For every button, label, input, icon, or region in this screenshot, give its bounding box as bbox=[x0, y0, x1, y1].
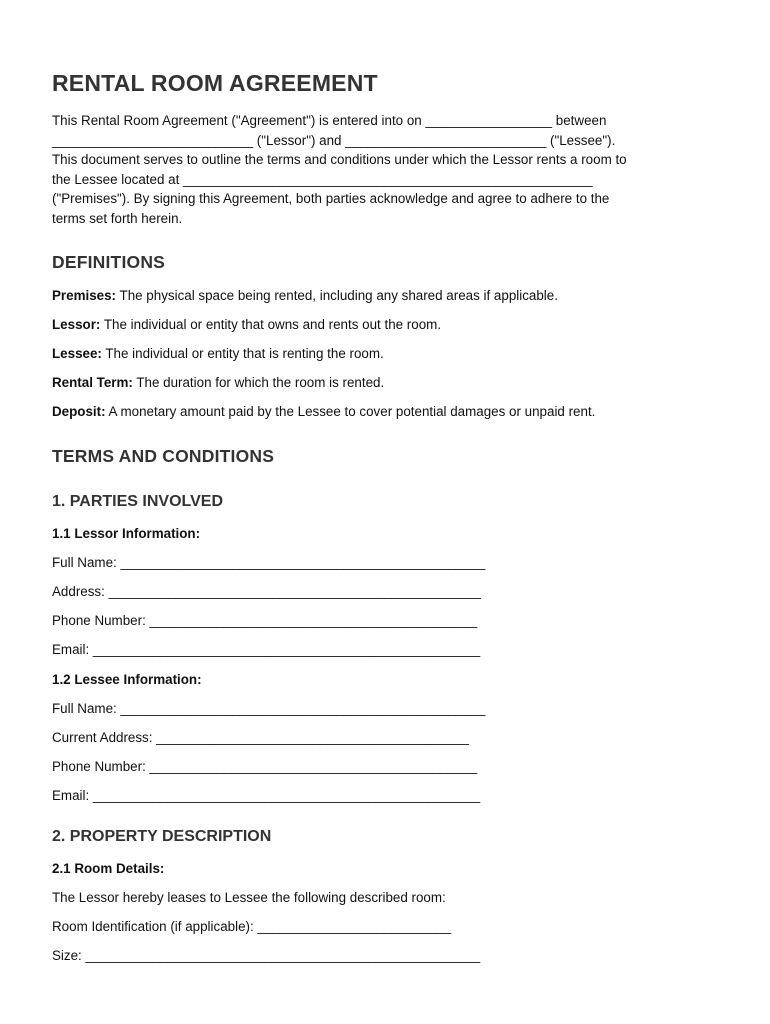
room-identification-field: Room Identification (if applicable): __________________________ bbox=[52, 919, 452, 934]
definition-lessor bbox=[52, 317, 441, 332]
intro-line: ("Premises"). By signing this Agreement, both parties acknowledge and agree to adhere to the bbox=[52, 191, 610, 207]
definition-text: The individual or entity that owns and rents out the room. bbox=[100, 317, 442, 332]
definition-premises bbox=[52, 288, 558, 303]
intro-line: This document serves to outline the terms and conditions under which the Lessor rents a room to bbox=[52, 152, 627, 168]
section-parties-heading: 1. PARTIES INVOLVED bbox=[52, 493, 223, 510]
definition-text: The physical space being rented, including any shared areas if applicable. bbox=[116, 288, 558, 303]
definition-term: Lessor: bbox=[52, 317, 101, 332]
intro-line: terms set forth herein. bbox=[52, 210, 183, 226]
document-title: RENTAL ROOM AGREEMENT bbox=[52, 70, 378, 96]
definition-term: Premises: bbox=[52, 288, 117, 303]
intro-paragraph bbox=[52, 111, 732, 229]
terms-heading: TERMS AND CONDITIONS bbox=[52, 446, 275, 466]
lessee-info-heading: 1.2 Lessee Information: bbox=[52, 672, 202, 687]
intro-line: ___________________________ ("Lessor") and ___________________________ ("Lessee"). bbox=[52, 132, 616, 148]
definition-term: Lessee: bbox=[52, 346, 102, 361]
definition-term: Rental Term: bbox=[52, 375, 133, 390]
lessor-email-field: Email: ____________________________________________________ bbox=[52, 642, 481, 657]
lessee-email-field: Email: ____________________________________________________ bbox=[52, 788, 481, 803]
definition-lessee bbox=[52, 346, 384, 361]
definition-deposit bbox=[52, 404, 595, 419]
room-lease-statement: The Lessor hereby leases to Lessee the following described room: bbox=[52, 890, 446, 905]
room-details-heading: 2.1 Room Details: bbox=[52, 861, 165, 876]
lessee-phone-field: Phone Number: ____________________________________________ bbox=[52, 759, 478, 774]
definition-text: The individual or entity that is renting the room. bbox=[101, 346, 384, 361]
section-property-heading: 2. PROPERTY DESCRIPTION bbox=[52, 828, 272, 845]
lessor-full-name-field: Full Name: _________________________________________________ bbox=[52, 555, 486, 570]
lessor-info-heading: 1.1 Lessor Information: bbox=[52, 526, 201, 541]
definitions-heading: DEFINITIONS bbox=[52, 252, 166, 272]
intro-line: the Lessee located at _______________________________________________________ bbox=[52, 171, 593, 187]
intro-line: This Rental Room Agreement ("Agreement") is entered into on _________________ between bbox=[52, 113, 607, 128]
lessee-full-name-field: Full Name: _________________________________________________ bbox=[52, 701, 486, 716]
definition-term: Deposit: bbox=[52, 404, 106, 419]
room-size-field: Size: _____________________________________________________ bbox=[52, 948, 481, 963]
definition-rental-term bbox=[52, 375, 384, 390]
lessee-address-field: Current Address: __________________________________________ bbox=[52, 730, 469, 745]
definition-text: A monetary amount paid by the Lessee to cover potential damages or unpaid rent. bbox=[105, 404, 596, 419]
lessor-address-field: Address: __________________________________________________ bbox=[52, 584, 481, 599]
definition-text: The duration for which the room is rented. bbox=[132, 375, 385, 390]
lessor-phone-field: Phone Number: ____________________________________________ bbox=[52, 613, 478, 628]
